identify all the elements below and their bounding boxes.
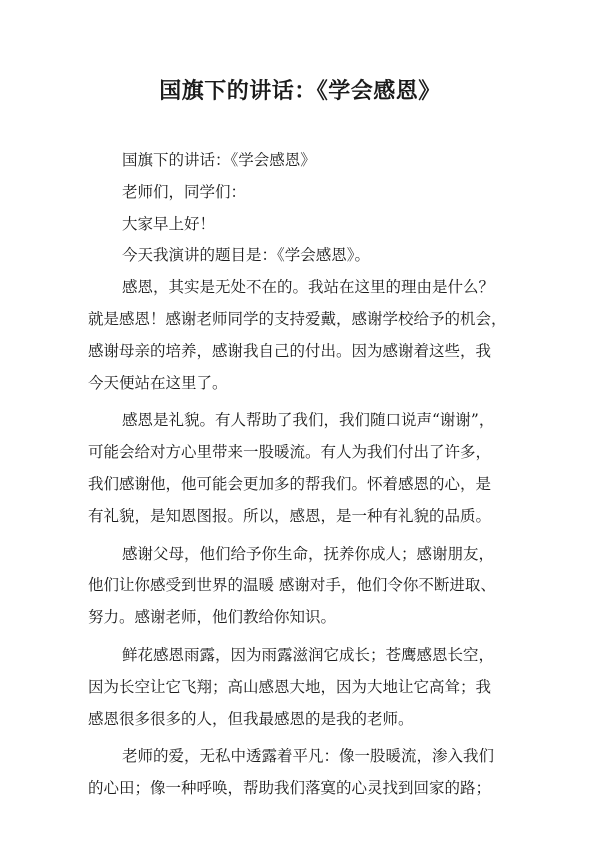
- paragraph-line: 可能会给对方心里带来一股暖流。有人为我们付出了许多，: [88, 443, 492, 462]
- paragraph-line: 我们感谢他，他可能会更加多的帮我们。怀着感恩的心，是: [88, 474, 492, 493]
- opening-line: 老师们，同学们：: [122, 182, 247, 201]
- paragraph-line: 感谢父母，他们给予你生命，抚养你成人；感谢朋友，: [122, 544, 495, 563]
- paragraph-line: 感恩是礼貌。有人帮助了我们，我们随口说声“谢谢”，: [122, 411, 495, 430]
- opening-line: 大家早上好！: [122, 214, 216, 233]
- paragraph-line: 他们让你感受到世界的温暖 感谢对手，他们令你不断进取、: [88, 576, 496, 595]
- opening-line: 国旗下的讲话：《学会感恩》: [122, 151, 316, 169]
- paragraph: [88, 405, 528, 532]
- paragraph: [88, 272, 528, 399]
- paragraph-line: 今天便站在这里了。: [88, 373, 228, 392]
- paragraph-line: 老师的爱，无私中透露着平凡：像一股暖流，渗入我们: [122, 747, 495, 766]
- paragraph: [88, 640, 528, 735]
- paragraph: [88, 741, 528, 805]
- paragraph-line: 因为长空让它飞翔；高山感恩大地，因为大地让它高耸；我: [88, 677, 492, 696]
- opening-line: 今天我演讲的题目是：《学会感恩》。: [122, 246, 371, 265]
- paragraph-line: 感恩，其实是无处不在的。我站在这里的理由是什么？: [122, 278, 495, 297]
- paragraph-line: 的心田；像一种呼唤，帮助我们落寞的心灵找到回家的路；: [88, 779, 492, 798]
- opening-lines: [88, 145, 528, 272]
- paragraph-line: 鲜花感恩雨露，因为雨露滋润它成长；苍鹰感恩长空，: [122, 645, 495, 664]
- document-body: [88, 145, 528, 811]
- paragraph-line: 感谢母亲的培养，感谢我自己的付出。因为感谢着这些，我: [88, 341, 492, 360]
- paragraph-line: 有礼貌，是知恩图报。所以，感恩，是一种有礼貌的品质。: [88, 506, 492, 525]
- paragraph-line: 感恩很多很多的人，但我最感恩的是我的老师。: [88, 709, 414, 728]
- document-title: 国旗下的讲话：《学会感恩》: [159, 78, 441, 104]
- paragraph-line: 努力。感谢老师，他们教给你知识。: [88, 608, 337, 627]
- paragraph: [88, 539, 528, 634]
- paragraph-line: 就是感恩！感谢老师同学的支持爱戴，感谢学校给予的机会，: [88, 309, 507, 328]
